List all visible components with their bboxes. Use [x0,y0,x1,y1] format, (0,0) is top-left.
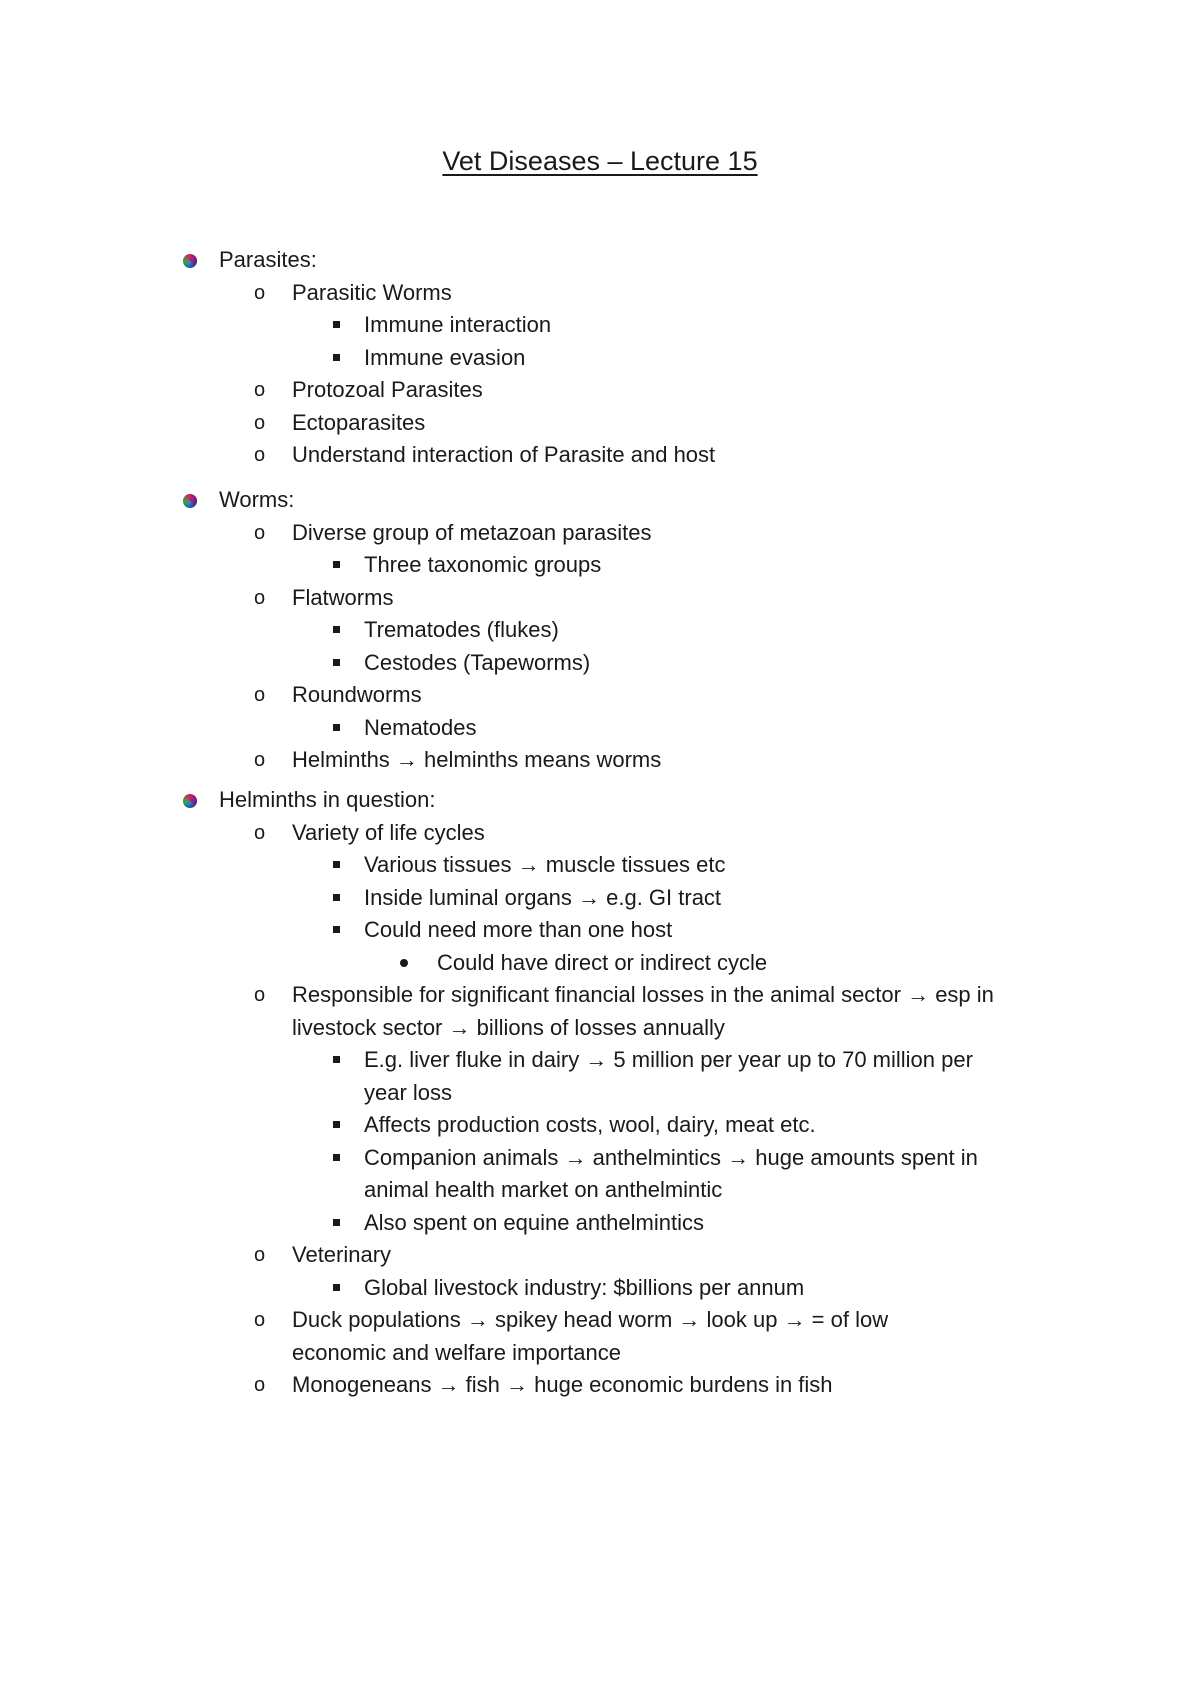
outline-item-level-3 [0,342,1200,375]
outline-item-text: Parasitic Worms [292,279,452,305]
outline-item-text: animal health market on anthelmintic [364,1177,723,1202]
outline-item-text: Affects production costs, wool, dairy, meat etc. [364,1112,816,1137]
outline-item-level-3 [0,1142,1200,1175]
level3-square-bullet-icon [333,724,340,731]
outline-item-level-2 [0,439,1200,472]
outline-item-level-2 [0,1012,1200,1045]
level4-dot-bullet-icon [400,959,408,967]
outline-item-level-3 [0,614,1200,647]
outline-item-text: Variety of life cycles [292,819,485,845]
outline-item-text: Flatworms [292,584,394,610]
level3-square-bullet-icon [333,626,340,633]
outline-item-text: Ectoparasites [292,409,426,435]
outline-item-text: Could need more than one host [364,917,673,942]
outline-item-level-3 [0,849,1200,882]
level2-circle-bullet-icon: o [254,521,266,544]
outline-item-level-2 [0,517,1200,550]
outline-item-text: Immune interaction [364,312,552,337]
outline-item-level-3 [0,1207,1200,1240]
level2-circle-bullet-icon: o [254,749,266,771]
outline-item-text: economic and welfare importance [292,1339,621,1365]
outline-item-text: Global livestock industry: $billions per annum [364,1274,805,1300]
outline-item-text: Parasites: [219,247,317,272]
outline-item-level-3 [0,914,1200,947]
level1-bullet-icon [183,494,197,508]
outline-item-text: Roundworms [292,682,422,707]
page-title: Vet Diseases – Lecture 15 [442,146,758,176]
outline-item-text: Various tissues → muscle tissues etc [364,852,726,877]
level2-circle-bullet-icon: o [254,379,266,401]
outline-item-level-3 [0,882,1200,915]
outline-item-level-3 [0,712,1200,745]
section-worms [0,484,1200,777]
outline-item-level-2 [0,1304,1200,1337]
outline-item-text: Inside luminal organs → e.g. GI tract [364,884,722,910]
outline-item-text: Nematodes [364,714,477,740]
outline-item-level-3 [0,647,1200,680]
level3-square-bullet-icon [333,1121,340,1128]
level2-circle-bullet-icon: o [254,1309,266,1331]
level2-circle-bullet-icon: o [254,281,266,304]
level3-square-bullet-icon [333,926,340,933]
level2-circle-bullet-icon: o [254,684,266,706]
outline-item-text: Trematodes (flukes) [364,617,559,642]
level2-circle-bullet-icon: o [254,411,266,434]
outline-item-text: Understand interaction of Parasite and host [292,442,716,467]
level1-bullet-icon [183,794,197,808]
level3-square-bullet-icon [333,861,340,868]
outline-item-text: Also spent on equine anthelmintics [364,1209,704,1235]
level3-square-bullet-icon [333,894,340,901]
outline-item-text: Responsible for significant financial losses in the animal sector → esp in [292,982,994,1007]
outline-item-level-3 [0,309,1200,342]
outline-item-level-1 [0,484,1200,517]
outline-item-level-2 [0,679,1200,712]
outline-item-text: Helminths in question: [219,787,436,812]
level1-bullet-icon [183,254,197,268]
outline-item-level-1 [0,244,1200,277]
outline-item-text: Three taxonomic groups [364,552,602,577]
level2-circle-bullet-icon: o [254,1374,266,1396]
level3-square-bullet-icon [333,659,340,666]
outline-item-level-3 [0,1044,1200,1077]
outline-item-level-3 [0,1109,1200,1142]
outline-item-level-4 [0,947,1200,980]
outline-item-text: year loss [364,1079,453,1105]
outline-item-text: livestock sector → billions of losses annually [292,1014,725,1040]
outline-item-level-2 [0,1337,1200,1370]
level3-square-bullet-icon [333,561,340,568]
outline-item-level-2 [0,744,1200,777]
outline-item-level-2 [0,277,1200,310]
section-helminths-in-question [0,784,1200,1402]
outline-item-text: Monogeneans → fish → huge economic burdens in fish [292,1372,833,1397]
outline-item-level-3 [0,1174,1200,1207]
outline-item-level-2 [0,1369,1200,1402]
outline-item-level-3 [0,1077,1200,1110]
section-parasites [0,244,1200,472]
outline-item-text: Immune evasion [364,344,526,370]
level3-square-bullet-icon [333,1219,340,1226]
level3-square-bullet-icon [333,354,340,361]
outline-item-text: Veterinary [292,1242,392,1267]
outline-item-text: Diverse group of metazoan parasites [292,519,652,545]
outline-item-level-2 [0,817,1200,850]
level3-square-bullet-icon [333,1056,340,1063]
level2-circle-bullet-icon: o [254,444,266,466]
outline-item-level-1 [0,784,1200,817]
outline-item-text: Worms: [219,487,295,512]
outline-item-level-2 [0,374,1200,407]
outline-item-text: Protozoal Parasites [292,377,483,402]
level3-square-bullet-icon [333,1154,340,1161]
level3-square-bullet-icon [333,321,340,328]
outline-item-level-3 [0,1272,1200,1305]
outline-item-level-2 [0,407,1200,440]
outline-item-text: Could have direct or indirect cycle [437,949,768,975]
level2-circle-bullet-icon: o [254,821,266,844]
outline-item-level-2 [0,979,1200,1012]
level3-square-bullet-icon [333,1284,340,1291]
outline-item-text: Cestodes (Tapeworms) [364,649,591,675]
outline-item-text: Duck populations → spikey head worm → look up → = of low [292,1307,889,1332]
outline-item-level-3 [0,549,1200,582]
level2-circle-bullet-icon: o [254,1244,266,1266]
level2-circle-bullet-icon: o [254,586,266,609]
outline-item-level-2 [0,1239,1200,1272]
outline-item-text: Helminths → helminths means worms [292,747,662,772]
outline-item-level-2 [0,582,1200,615]
level2-circle-bullet-icon: o [254,984,266,1006]
outline-item-text: E.g. liver fluke in dairy → 5 million per year up to 70 million per [364,1047,973,1072]
outline-item-text: Companion animals → anthelmintics → huge amounts spent in [364,1144,978,1170]
